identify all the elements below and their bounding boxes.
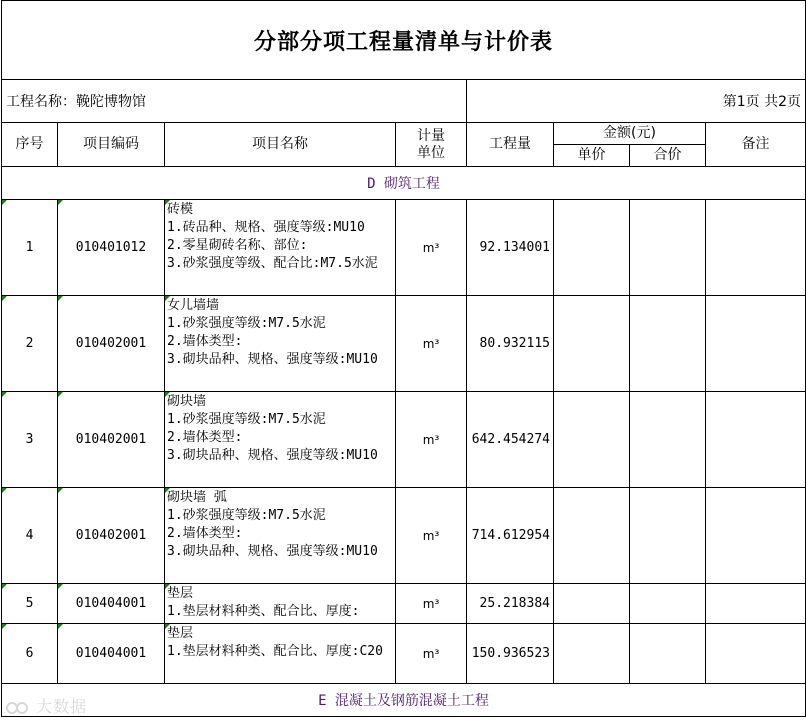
header-unit-price: 单价 [554,145,630,167]
row-total-price [630,488,706,584]
name-line: 3.砌块品种、规格、强度等级:MU10 [167,448,378,463]
name-line: 2.墙体类型: [167,334,243,349]
name-line: 3.砂浆强度等级、配合比:M7.5水泥 [167,256,378,271]
table-row [2,584,806,624]
row-quantity: 25.218384 [467,584,554,624]
page-title: 分部分项工程量清单与计价表 [2,1,806,80]
name-line: 1.砂浆强度等级:M7.5水泥 [167,412,326,427]
row-total-price [630,296,706,392]
row-seq: 2 [2,296,58,392]
project-name: 工程名称：鞔陀博物馆 [2,80,467,123]
name-line: 砌块墙 [167,394,207,409]
row-unit-price [554,488,630,584]
row-unit-price [554,296,630,392]
header-unit-line2: 单位 [417,144,445,161]
name-line: 3.砌块品种、规格、强度等级:MU10 [167,352,378,367]
row-seq: 5 [2,584,58,624]
row-remark [706,392,806,488]
name-line: 3.砌块品种、规格、强度等级:MU10 [167,544,378,559]
row-quantity: 80.932115 [467,296,554,392]
row-name [165,488,396,584]
name-line: 2.墙体类型: [167,526,243,541]
row-code: 010402001 [58,392,165,488]
row-unit: m³ [396,584,467,624]
row-code: 010404001 [58,624,165,684]
row-unit-price [554,392,630,488]
row-unit: m³ [396,296,467,392]
row-remark [706,624,806,684]
row-code: 010404001 [58,584,165,624]
row-seq: 3 [2,392,58,488]
row-code: 010402001 [58,488,165,584]
name-line: 1.垫层材料种类、配合比、厚度: [167,604,360,619]
row-remark [706,488,806,584]
row-remark [706,296,806,392]
header-unit-line1: 计量 [417,127,445,144]
row-name [165,296,396,392]
name-line: 2.墙体类型: [167,430,243,445]
page-info: 第1页 共2页 [467,80,806,123]
row-quantity: 714.612954 [467,488,554,584]
header-quantity: 工程量 [467,123,554,167]
watermark-logo-icon [6,699,30,717]
header-unit [396,123,467,167]
header-remark: 备注 [706,123,806,167]
name-line: 女儿墙墙 [167,298,220,313]
section-header: D 砌筑工程 [2,167,806,200]
row-unit: m³ [396,200,467,296]
row-unit-price [554,624,630,684]
table-row [2,200,806,296]
row-total-price [630,392,706,488]
name-line: 砌块墙 弧 [167,490,227,505]
row-unit: m³ [396,392,467,488]
row-seq: 4 [2,488,58,584]
row-unit-price [554,200,630,296]
row-quantity: 642.454274 [467,392,554,488]
row-name [165,200,396,296]
row-code: 010401012 [58,200,165,296]
row-total-price [630,200,706,296]
row-unit-price [554,584,630,624]
watermark-text: 大数据 [36,697,88,716]
name-line: 1.砂浆强度等级:M7.5水泥 [167,316,326,331]
row-total-price [630,584,706,624]
pricing-table [1,0,806,717]
table-row [2,624,806,684]
row-quantity: 92.134001 [467,200,554,296]
name-line: 垫层 [167,626,194,641]
row-name [165,584,396,624]
name-line: 1.砖品种、规格、强度等级:MU10 [167,220,365,235]
row-total-price [630,624,706,684]
header-total-price: 合价 [630,145,706,167]
table-row [2,296,806,392]
header-amount: 金额(元) [554,123,706,145]
row-seq: 1 [2,200,58,296]
header-code: 项目编码 [58,123,165,167]
watermark [6,694,87,717]
row-unit: m³ [396,624,467,684]
name-line: 1.砂浆强度等级:M7.5水泥 [167,508,326,523]
table-row [2,392,806,488]
name-line: 砖模 [167,202,194,217]
row-remark [706,584,806,624]
row-seq: 6 [2,624,58,684]
row-name [165,392,396,488]
name-line: 1.垫层材料种类、配合比、厚度:C20 [167,644,383,659]
section-header: E 混凝土及钢筋混凝土工程 [2,684,806,717]
row-quantity: 150.936523 [467,624,554,684]
header-name: 项目名称 [165,123,396,167]
row-unit: m³ [396,488,467,584]
header-seq: 序号 [2,123,58,167]
row-name [165,624,396,684]
table-row [2,488,806,584]
name-line: 2.零星砌砖名称、部位: [167,238,308,253]
row-code: 010402001 [58,296,165,392]
name-line: 垫层 [167,586,194,601]
row-remark [706,200,806,296]
